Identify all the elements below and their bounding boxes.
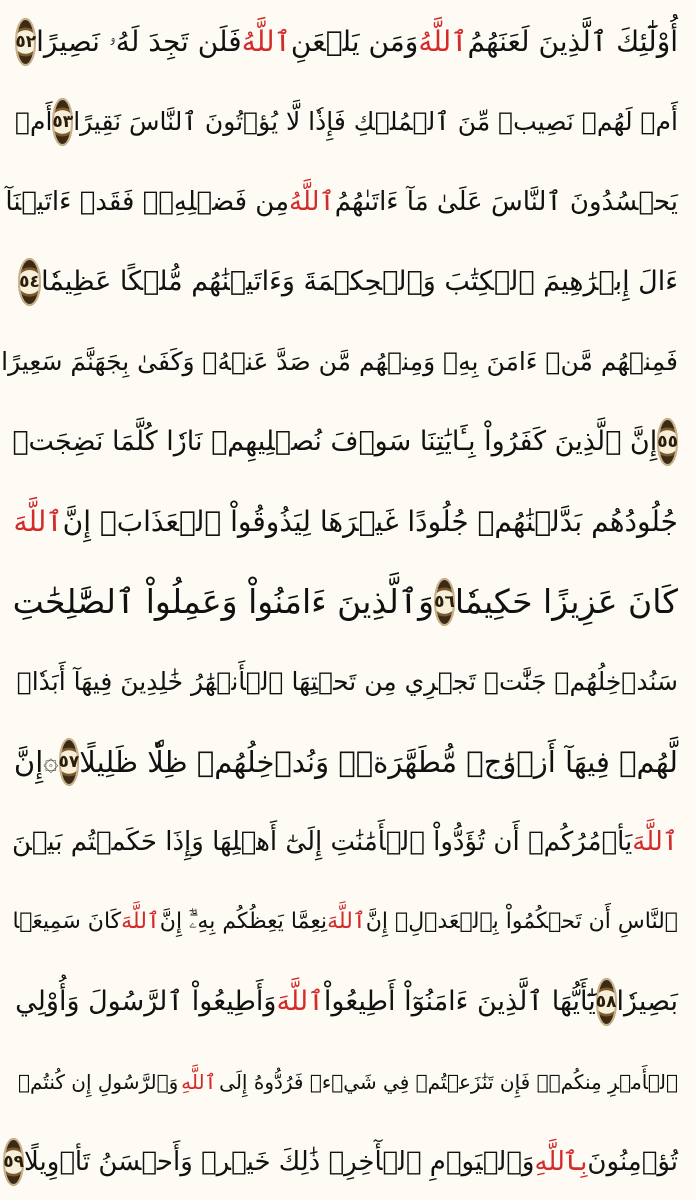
ayah-number-marker: ٥٣ [52, 98, 73, 146]
ayah-number-marker: ٥٢ [15, 18, 36, 66]
verse-text: كَانَ عَزِيزًا حَكِيمٗا [454, 582, 678, 621]
verse-line [0, 720, 696, 804]
verse-text: إِنَّ ٱلَّذِينَ كَفَرُواْ بِـَٔايَٰتِنَا سَوۡفَ نُصۡلِيهِمۡ نَارٗا كُلَّمَا نَضِجَتۡ [12, 426, 658, 457]
verse-line [0, 960, 696, 1044]
divine-name-text: ٱللَّهَ [276, 986, 324, 1017]
ayah-number-marker: ٥٩ [3, 1138, 24, 1186]
verse-text: وَأَطِيعُواْ ٱلرَّسُولَ وَأُوْلِي [15, 986, 277, 1017]
verse-line [0, 0, 696, 84]
verse-line [0, 80, 696, 164]
verse-line [0, 1120, 696, 1200]
verse-text: فَمِنۡهُم مَّنۡ ءَامَنَ بِهِۦ وَمِنۡهُم مَّن صَدَّ عَنۡهُۚ وَكَفَىٰ بِجَهَنَّمَ سَعِيرًا [1, 347, 678, 376]
verse-text: سَنُدۡخِلُهُمۡ جَنَّٰتٖ تَجۡرِي مِن تَحۡتِهَا ٱلۡأَنۡهَٰرُ خَٰلِدِينَ فِيهَآ أَبَدٗاۖ [16, 667, 678, 696]
verse-text: بَصِيرٗا [616, 986, 678, 1017]
verse-line [0, 160, 696, 244]
verse-text: وَٱلرَّسُولِ إِن كُنتُمۡ [18, 1070, 179, 1094]
verse-line [0, 800, 696, 884]
verse-text: مِن فَضۡلِهِۦۖ فَقَدۡ ءَاتَيۡنَآ [5, 187, 289, 217]
divine-name-text: ٱللَّهَ [13, 505, 63, 538]
verse-line [0, 400, 696, 484]
verse-text: تُؤۡمِنُونَ [587, 1147, 678, 1177]
verse-line [0, 320, 696, 404]
verse-text: نِعِمَّا يَعِظُكُم بِهِۦٓۗ إِنَّ [159, 909, 328, 934]
ayah-number-marker: ٥٥ [657, 418, 678, 466]
verse-text: أَمۡ لَهُمۡ نَصِيبٞ مِّنَ ٱلۡمُلۡكِ فَإِذٗا لَّا يُؤۡتُونَ ٱلنَّاسَ نَقِيرًا [73, 107, 678, 136]
divine-name-text: ٱللَّهَ [327, 909, 366, 934]
verse-text: يَٰٓأَيُّهَا ٱلَّذِينَ ءَامَنُوٓاْ أَطِيعُواْ [323, 986, 596, 1017]
hizb-marker-icon: ۞ [43, 747, 59, 777]
divine-name-text: ٱللَّهَ [121, 909, 160, 934]
verse-text: ٱلۡأَمۡرِ مِنكُمۡۖ فَإِن تَنَٰزَعۡتُمۡ فِي شَيۡءٖ فَرُدُّوهُ إِلَى [219, 1070, 678, 1094]
verse-text: إِنَّ [13, 745, 44, 779]
verse-text: وَٱلۡيَوۡمِ ٱلۡأٓخِرِۚ ذَٰلِكَ خَيۡرٞ وَأَحۡسَنُ تَأۡوِيلًا [24, 1147, 535, 1177]
verse-text: جُلُودُهُم بَدَّلۡنَٰهُمۡ جُلُودًا غَيۡرَهَا لِيَذُوقُواْ ٱلۡعَذَابَۗ إِنَّ [62, 505, 678, 538]
verse-text: ءَالَ إِبۡرَٰهِيمَ ٱلۡكِتَٰبَ وَٱلۡحِكۡمَةَ وَءَاتَيۡنَٰهُم مُّلۡكًا عَظِيمٗا [41, 266, 678, 297]
verse-line [0, 480, 696, 564]
verse-text: ٱلنَّاسِ أَن تَحۡكُمُواْ بِٱلۡعَدۡلِۚ إِنَّ [365, 909, 678, 934]
verse-text: أَمۡ [14, 107, 53, 136]
divine-name-text: ٱللَّهُ [418, 25, 468, 58]
verse-text: يَحۡسُدُونَ ٱلنَّاسَ عَلَىٰ مَآ ءَاتَىٰهُمُ [334, 187, 678, 217]
ayah-number-marker: ٥٤ [18, 258, 41, 306]
verse-line [0, 240, 696, 324]
verse-text: كَانَ سَمِيعَۢا [12, 909, 122, 934]
divine-name-text: بِٱللَّهِ [534, 1147, 588, 1177]
verse-text: وَمَن يَلۡعَنِ [290, 25, 419, 58]
verse-text: أُوْلَٰٓئِكَ ٱلَّذِينَ لَعَنَهُمُ [467, 25, 678, 58]
divine-name-text: ٱللَّهُ [289, 187, 335, 217]
verse-text: يَأۡمُرُكُمۡ أَن تُؤَدُّواْ ٱلۡأَمَٰنَٰتِ إِلَىٰٓ أَهۡلِهَا وَإِذَا حَكَمۡتُم بَيۡنَ [12, 827, 633, 857]
ayah-number-marker: ٥٦ [434, 578, 455, 626]
verse-line [0, 640, 696, 724]
divine-name-text: ٱللَّهَ [632, 827, 678, 857]
verse-line [0, 880, 696, 964]
divine-name-text: ٱللَّهُ [241, 25, 291, 58]
ayah-number-marker: ٥٨ [596, 978, 617, 1026]
divine-name-text: ٱللَّهِ [181, 1070, 217, 1094]
verse-line [0, 560, 696, 644]
verse-text: لَّهُمۡ فِيهَآ أَزۡوَٰجٞ مُّطَهَّرَةٞۖ وَنُدۡخِلُهُمۡ ظِلّٗا ظَلِيلًا [79, 745, 678, 779]
ayah-number-marker: ٥٧ [59, 738, 80, 786]
verse-text: وَٱلَّذِينَ ءَامَنُواْ وَعَمِلُواْ ٱلصَّٰلِحَٰتِ [12, 582, 435, 621]
verse-line [0, 1040, 696, 1124]
verse-text: فَلَن تَجِدَ لَهُۥ نَصِيرًا [36, 25, 242, 58]
